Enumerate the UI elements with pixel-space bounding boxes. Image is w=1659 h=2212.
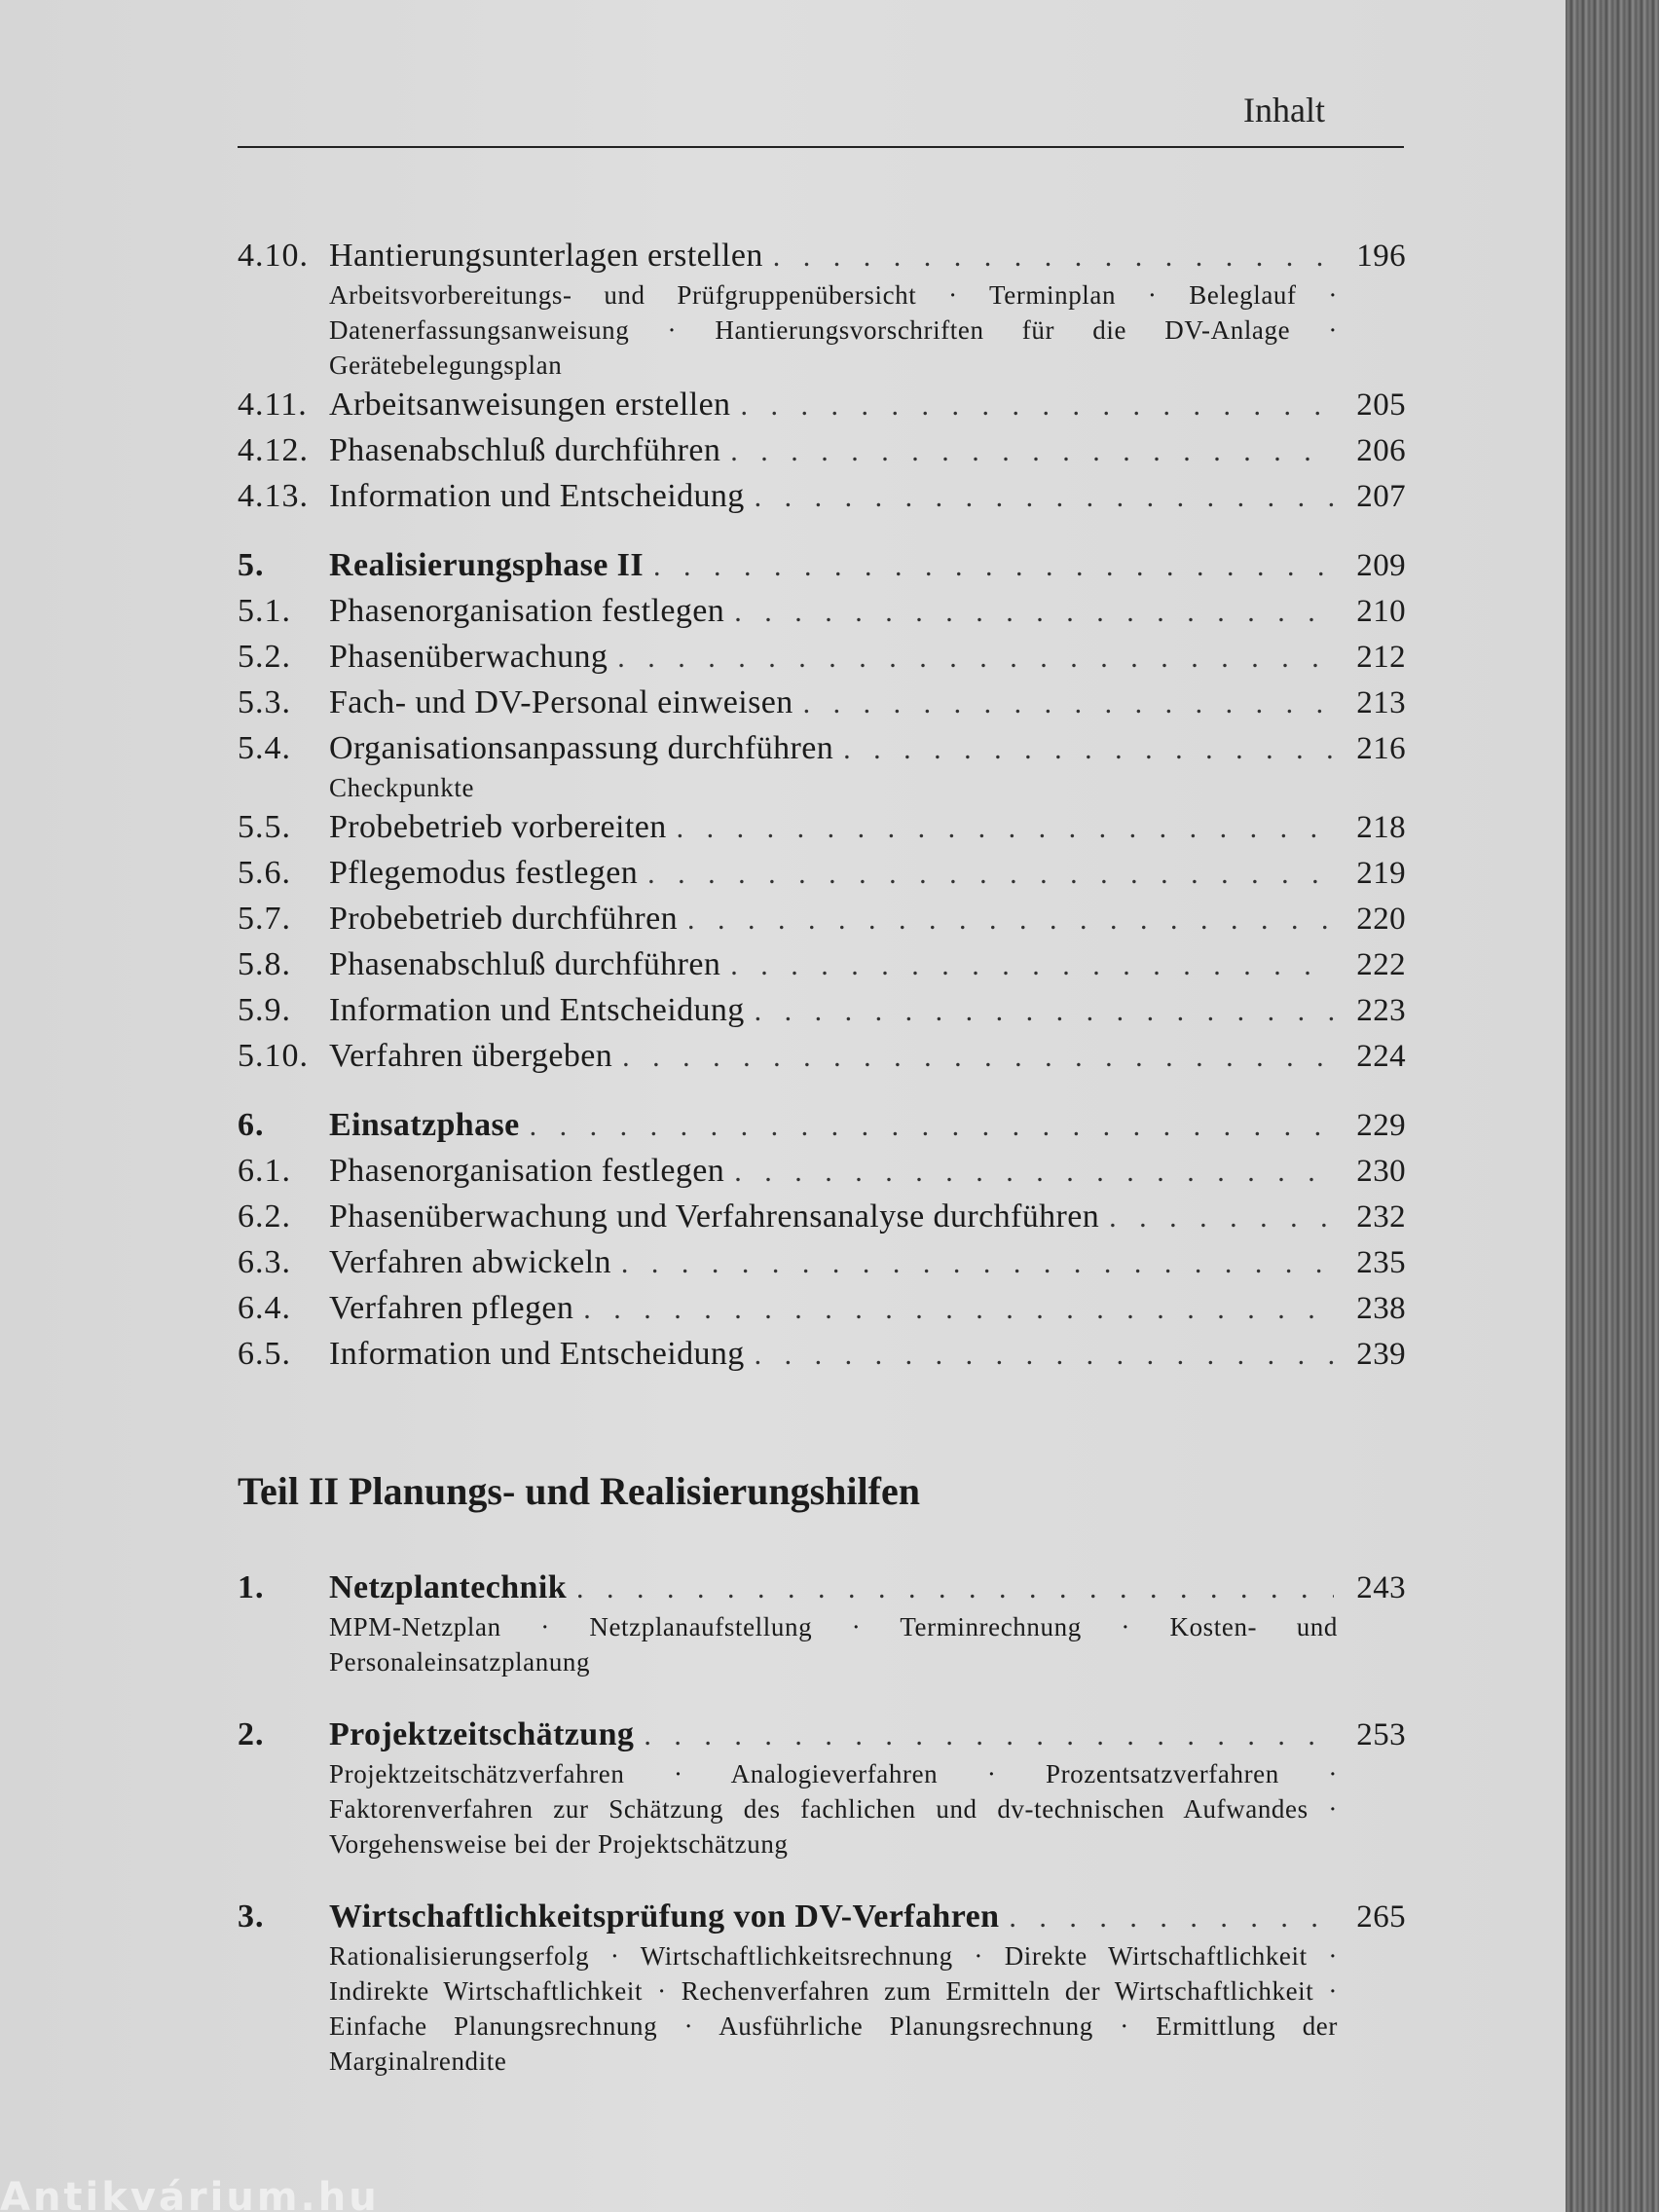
toc-entry-subtopics: Rationalisierungserfolg · Wirtschaftlichkeitsrechnung · Direkte Wirtschaftlichkeit · Indirekte Wirtschaftlichkeit · Rechenverfahren zum Ermitteln der Wirtschaftlichkeit · Einfache Planungsrechnung · Ausführliche Planungsrechnung · Ermittlung der Marginalrendite [329, 1941, 1338, 2076]
toc-entry-title: Information und Entscheidung [329, 1336, 745, 1372]
book-page-edges [1566, 0, 1659, 2212]
toc-entry-page: 243 [1356, 1570, 1406, 1605]
toc-entry [238, 681, 1406, 726]
toc-entry-title: Realisierungsphase II [329, 547, 644, 583]
toc-entry-number: 5.1. [238, 593, 291, 629]
toc-entry-number: 5.9. [238, 992, 291, 1028]
toc-entry-title: Phasenorganisation festlegen [329, 1153, 725, 1189]
part-title: Teil II Planungs- und Realisierungshilfen [238, 1469, 920, 1513]
toc-entry [238, 1240, 1406, 1286]
toc-entry-number: 5.7. [238, 901, 291, 937]
dot-leader [583, 1287, 1334, 1332]
toc-entry-number: 2. [238, 1716, 265, 1752]
dot-leader [617, 636, 1334, 681]
toc-entry-page: 216 [1356, 731, 1406, 766]
toc-entry [238, 383, 1406, 428]
toc-entry [238, 851, 1406, 897]
dot-leader [687, 898, 1334, 942]
toc-entry-number: 5.4. [238, 730, 291, 766]
toc-entry-title: Wirtschaftlichkeitsprüfung von DV-Verfahren [329, 1899, 1000, 1935]
toc-entry-page: 210 [1356, 594, 1406, 629]
dot-leader [755, 475, 1334, 520]
toc-entry [238, 1566, 1406, 1679]
toc-entry-title: Organisationsanpassung durchführen [329, 730, 834, 766]
toc-entry-page: 219 [1356, 856, 1406, 891]
toc-entry-title: Einsatzphase [329, 1107, 520, 1143]
page-header-title: Inhalt [1243, 91, 1325, 129]
toc-entry-page: 224 [1356, 1039, 1406, 1074]
toc-entry-number: 4.12. [238, 432, 309, 468]
toc-entry [238, 897, 1406, 942]
toc-entry [238, 1895, 1406, 2079]
toc-entry-title: Verfahren pflegen [329, 1290, 574, 1326]
dot-leader [803, 682, 1334, 726]
toc-entry-number: 4.13. [238, 478, 309, 514]
toc-entry-page: 213 [1356, 685, 1406, 720]
watermark-text: Antikvárium.hu [0, 2175, 380, 2212]
toc-entry [238, 942, 1406, 988]
dot-leader [730, 943, 1334, 988]
toc-entry-page: 253 [1356, 1717, 1406, 1752]
toc-entry-number: 6.3. [238, 1244, 291, 1280]
toc-entry-page: 238 [1356, 1291, 1406, 1326]
dot-leader [677, 806, 1334, 851]
toc-entry-title: Fach- und DV-Personal einweisen [329, 684, 793, 720]
toc-entry-number: 5.3. [238, 684, 291, 720]
toc-entry [238, 1195, 1406, 1240]
toc-entry-page: 223 [1356, 993, 1406, 1028]
toc-entry [238, 635, 1406, 681]
toc-entry-page: 235 [1356, 1245, 1406, 1280]
toc-entry-page: 220 [1356, 902, 1406, 937]
toc-entry-number: 6.1. [238, 1153, 291, 1189]
toc-entry-title: Phasenorganisation festlegen [329, 593, 725, 629]
toc-entry [238, 1034, 1406, 1080]
toc-entry [238, 428, 1406, 474]
toc-entry-subtopics: Projektzeitschätzverfahren · Analogieverfahren · Prozentsatzverfahren · Faktorenverfahren zur Schätzung des fachlichen und dv-technischen Aufwandes · Vorgehensweise bei der Projektschätzung [329, 1759, 1338, 1859]
toc-entry-subtopics: Checkpunkte [329, 773, 475, 802]
dot-leader [653, 544, 1334, 589]
toc-entry-number: 3. [238, 1899, 265, 1935]
dot-leader [530, 1104, 1334, 1149]
dot-leader [621, 1241, 1334, 1286]
toc-entry-title: Phasenüberwachung [329, 639, 608, 675]
toc-entry-page: 205 [1356, 387, 1406, 423]
dot-leader [644, 1714, 1334, 1758]
toc-entry-subtopics: MPM-Netzplan · Netzplanaufstellung · Terminrechnung · Kosten- und Personaleinsatzplanung [329, 1612, 1338, 1677]
dot-leader [622, 1035, 1334, 1080]
table-of-contents-part-2 [238, 1566, 1406, 2079]
toc-entry [238, 1286, 1406, 1332]
toc-entry [238, 1103, 1406, 1149]
toc-entry-page: 222 [1356, 947, 1406, 982]
toc-entry-title: Verfahren übergeben [329, 1038, 613, 1074]
dot-leader [734, 590, 1334, 635]
dot-leader [734, 1150, 1334, 1195]
toc-entry-number: 5. [238, 547, 265, 583]
dot-leader [843, 727, 1334, 772]
toc-entry-number: 6.4. [238, 1290, 291, 1326]
toc-entry-title: Probebetrieb durchführen [329, 901, 678, 937]
toc-entry-page: 229 [1356, 1108, 1406, 1143]
dot-leader [740, 384, 1334, 428]
toc-entry [238, 589, 1406, 635]
toc-entry-number: 4.11. [238, 387, 308, 423]
toc-entry [238, 805, 1406, 851]
toc-entry-page: 239 [1356, 1337, 1406, 1372]
dot-leader [773, 235, 1334, 279]
toc-entry-title: Hantierungsunterlagen erstellen [329, 238, 763, 274]
toc-entry-number: 5.6. [238, 855, 291, 891]
toc-entry [238, 543, 1406, 589]
toc-entry-page: 212 [1356, 640, 1406, 675]
toc-entry [238, 1149, 1406, 1195]
dot-leader [755, 989, 1334, 1034]
toc-entry-number: 6. [238, 1107, 265, 1143]
toc-entry-number: 5.10. [238, 1038, 309, 1074]
toc-entry [238, 1713, 1406, 1862]
toc-entry-title: Phasenüberwachung und Verfahrensanalyse durchführen [329, 1198, 1100, 1235]
toc-entry [238, 234, 1406, 383]
dot-leader [1009, 1896, 1334, 1940]
dot-leader [1109, 1196, 1334, 1240]
dot-leader [576, 1567, 1334, 1611]
toc-entry [238, 726, 1406, 805]
dot-leader [647, 852, 1334, 897]
toc-entry-page: 218 [1356, 810, 1406, 845]
toc-entry-title: Pflegemodus festlegen [329, 855, 639, 891]
toc-entry-subtopics: Arbeitsvorbereitungs- und Prüfgruppenübersicht · Terminplan · Beleglauf · Datenerfassungsanweisung · Hantierungsvorschriften für die DV-Anlage · Gerätebelegungsplan [329, 280, 1338, 380]
toc-entry-number: 6.5. [238, 1336, 291, 1372]
toc-entry-page: 232 [1356, 1199, 1406, 1235]
toc-entry [238, 988, 1406, 1034]
toc-entry-title: Phasenabschluß durchführen [329, 946, 721, 982]
toc-entry-title: Netzplantechnik [329, 1569, 567, 1605]
toc-entry-number: 5.5. [238, 809, 291, 845]
toc-entry-title: Information und Entscheidung [329, 992, 745, 1028]
toc-entry-title: Phasenabschluß durchführen [329, 432, 721, 468]
toc-entry [238, 474, 1406, 520]
toc-entry-page: 209 [1356, 548, 1406, 583]
dot-leader [730, 429, 1334, 474]
toc-entry-title: Information und Entscheidung [329, 478, 745, 514]
dot-leader [755, 1333, 1334, 1378]
toc-entry-number: 4.10. [238, 238, 309, 274]
toc-entry-number: 5.8. [238, 946, 291, 982]
toc-entry-page: 196 [1356, 239, 1406, 274]
toc-entry-title: Probebetrieb vorbereiten [329, 809, 667, 845]
toc-entry-page: 207 [1356, 479, 1406, 514]
toc-entry-title: Projektzeitschätzung [329, 1716, 635, 1752]
toc-entry-number: 5.2. [238, 639, 291, 675]
toc-entry [238, 1332, 1406, 1378]
toc-entry-title: Arbeitsanweisungen erstellen [329, 387, 731, 423]
toc-entry-page: 230 [1356, 1154, 1406, 1189]
toc-entry-number: 1. [238, 1569, 265, 1605]
header-rule [238, 146, 1404, 148]
toc-entry-title: Verfahren abwickeln [329, 1244, 611, 1280]
toc-entry-page: 206 [1356, 433, 1406, 468]
toc-entry-number: 6.2. [238, 1198, 291, 1235]
table-of-contents [238, 234, 1406, 1378]
toc-entry-page: 265 [1356, 1899, 1406, 1935]
